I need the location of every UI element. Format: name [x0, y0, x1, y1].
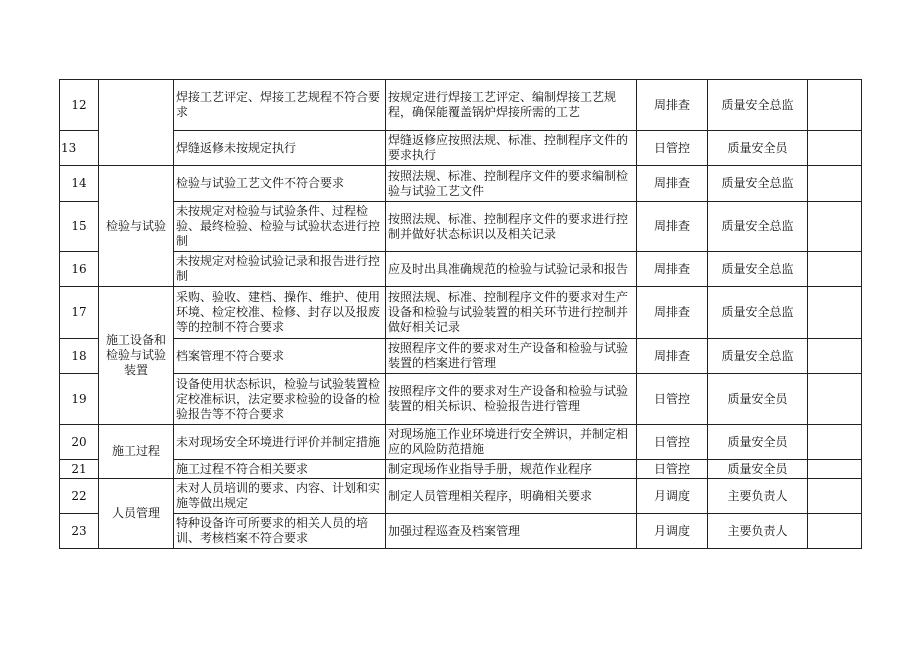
responsible-cell: 质量安全员 [708, 374, 808, 425]
note-cell [808, 339, 862, 374]
row-number: 17 [60, 287, 99, 339]
frequency-cell: 日管控 [637, 425, 708, 460]
table-row [60, 425, 862, 460]
row-number: 23 [60, 514, 99, 549]
measure-cell: 加强过程巡查及档案管理 [386, 514, 637, 549]
frequency-cell: 日管控 [637, 131, 708, 166]
frequency-cell: 月调度 [637, 479, 708, 514]
measure-cell: 应及时出具准确规范的检验与试验记录和报告 [386, 252, 637, 287]
responsible-cell: 主要负责人 [708, 479, 808, 514]
note-cell [808, 202, 862, 252]
issue-cell: 未按规定对检验试验记录和报告进行控制 [174, 252, 386, 287]
issue-cell: 焊缝返修未按规定执行 [174, 131, 386, 166]
measure-cell: 按照法规、标准、控制程序文件的要求编制检验与试验工艺文件 [386, 166, 637, 202]
note-cell [808, 166, 862, 202]
issue-cell: 施工过程不符合相关要求 [174, 460, 386, 479]
issue-cell: 未对人员培训的要求、内容、计划和实施等做出规定 [174, 479, 386, 514]
frequency-cell: 周排查 [637, 287, 708, 339]
responsible-cell: 质量安全员 [708, 425, 808, 460]
issue-cell: 档案管理不符合要求 [174, 339, 386, 374]
row-number: 13 [60, 131, 99, 166]
note-cell [808, 131, 862, 166]
measure-cell: 按照程序文件的要求对生产设备和检验与试验装置的相关标识、检验报告进行管理 [386, 374, 637, 425]
risk-control-table [59, 79, 862, 549]
note-cell [808, 479, 862, 514]
frequency-cell: 月调度 [637, 514, 708, 549]
responsible-cell: 质量安全员 [708, 460, 808, 479]
table-row [60, 479, 862, 514]
row-number: 22 [60, 479, 99, 514]
responsible-cell: 质量安全总监 [708, 80, 808, 131]
frequency-cell: 周排查 [637, 339, 708, 374]
note-cell [808, 287, 862, 339]
note-cell [808, 80, 862, 131]
frequency-cell: 周排查 [637, 166, 708, 202]
row-number: 20 [60, 425, 99, 460]
responsible-cell: 质量安全总监 [708, 287, 808, 339]
table-row [60, 374, 862, 425]
responsible-cell: 质量安全总监 [708, 339, 808, 374]
table-row [60, 80, 862, 131]
table-row [60, 339, 862, 374]
measure-cell: 对现场施工作业环境进行安全辨识，并制定相应的风险防范措施 [386, 425, 637, 460]
table-row [60, 514, 862, 549]
responsible-cell: 质量安全总监 [708, 252, 808, 287]
row-number: 21 [60, 460, 99, 479]
frequency-cell: 周排查 [637, 80, 708, 131]
note-cell [808, 374, 862, 425]
row-number: 15 [60, 202, 99, 252]
frequency-cell: 周排查 [637, 252, 708, 287]
category-personnel: 人员管理 [99, 479, 174, 549]
responsible-cell: 主要负责人 [708, 514, 808, 549]
measure-cell: 按照程序文件的要求对生产设备和检验与试验装置的档案进行管理 [386, 339, 637, 374]
issue-cell: 设备使用状态标识，检验与试验装置检定校准标识，法定要求检验的设备的检验报告等不符合要求 [174, 374, 386, 425]
issue-cell: 采购、验收、建档、操作、维护、使用环境、检定校准、检修、封存以及报废等的控制不符合要求 [174, 287, 386, 339]
category-construction: 施工过程 [99, 425, 174, 479]
table-row [60, 166, 862, 202]
row-number: 19 [60, 374, 99, 425]
row-number: 18 [60, 339, 99, 374]
measure-cell: 焊缝返修应按照法规、标准、控制程序文件的要求执行 [386, 131, 637, 166]
issue-cell: 焊接工艺评定、焊接工艺规程不符合要求 [174, 80, 386, 131]
frequency-cell: 日管控 [637, 460, 708, 479]
responsible-cell: 质量安全总监 [708, 166, 808, 202]
table-row [60, 131, 862, 166]
row-number: 14 [60, 166, 99, 202]
note-cell [808, 514, 862, 549]
frequency-cell: 日管控 [637, 374, 708, 425]
measure-cell: 按规定进行焊接工艺评定、编制焊接工艺规程，确保能覆盖锅炉焊接所需的工艺 [386, 80, 637, 131]
measure-cell: 按照法规、标准、控制程序文件的要求对生产设备和检验与试验装置的相关环节进行控制并做好相关记录 [386, 287, 637, 339]
issue-cell: 未对现场安全环境进行评价并制定措施 [174, 425, 386, 460]
issue-cell: 检验与试验工艺文件不符合要求 [174, 166, 386, 202]
table-row [60, 252, 862, 287]
note-cell [808, 460, 862, 479]
measure-cell: 制定人员管理相关程序，明确相关要求 [386, 479, 637, 514]
category-equipment: 施工设备和检验与试验装置 [99, 287, 174, 425]
measure-cell: 按照法规、标准、控制程序文件的要求进行控制并做好状态标识以及相关记录 [386, 202, 637, 252]
table-row [60, 460, 862, 479]
note-cell [808, 252, 862, 287]
row-number: 12 [60, 80, 99, 131]
note-cell [808, 425, 862, 460]
responsible-cell: 质量安全员 [708, 131, 808, 166]
row-number: 16 [60, 252, 99, 287]
category-inspection: 检验与试验 [99, 166, 174, 287]
frequency-cell: 周排查 [637, 202, 708, 252]
table-row [60, 287, 862, 339]
category-cell [99, 80, 174, 166]
responsible-cell: 质量安全总监 [708, 202, 808, 252]
issue-cell: 未按规定对检验与试验条件、过程检验、最终检验、检验与试验状态进行控制 [174, 202, 386, 252]
table-row [60, 202, 862, 252]
issue-cell: 特种设备许可所要求的相关人员的培训、考核档案不符合要求 [174, 514, 386, 549]
measure-cell: 制定现场作业指导手册，规范作业程序 [386, 460, 637, 479]
